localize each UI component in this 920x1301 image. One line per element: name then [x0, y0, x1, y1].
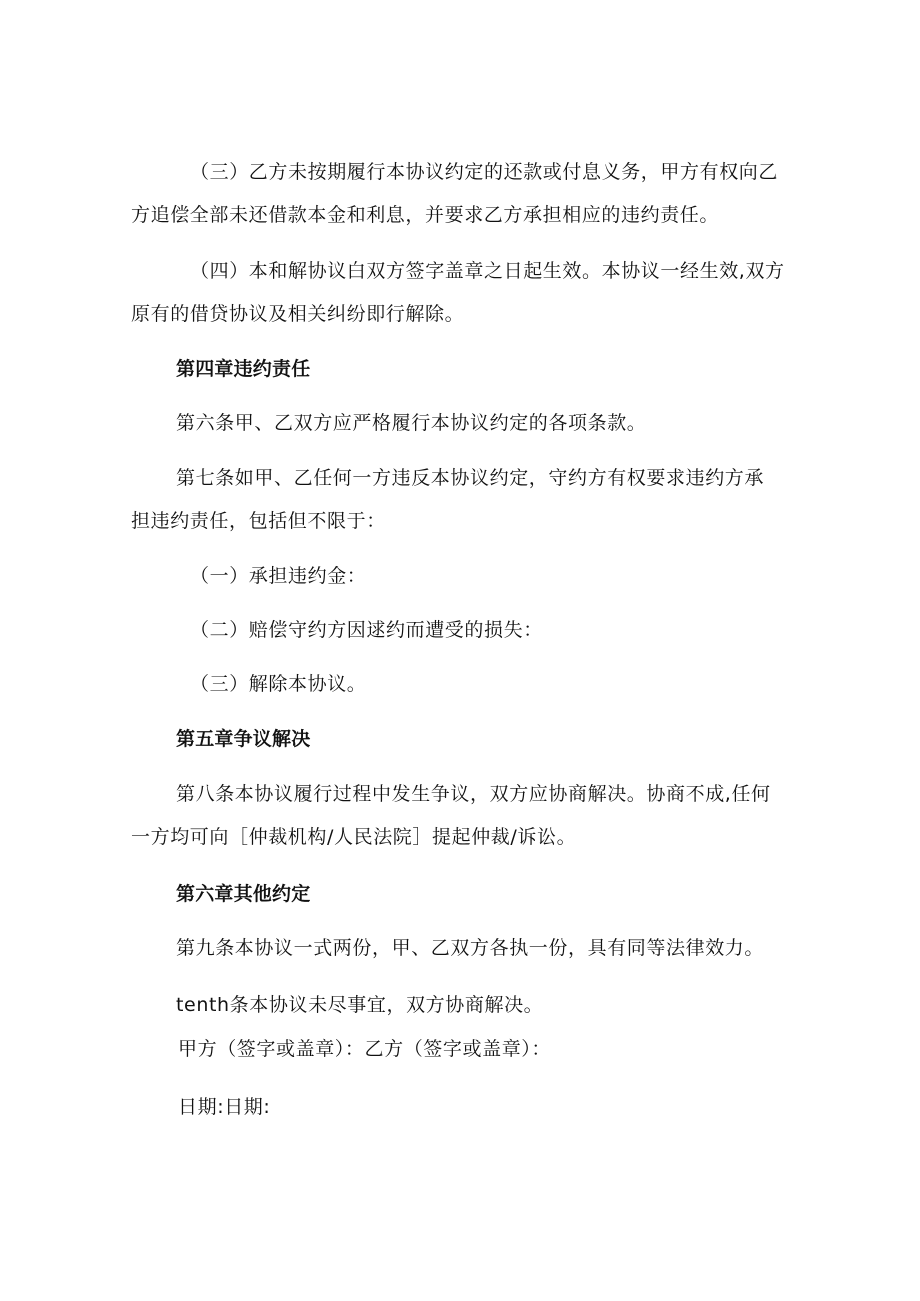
clause-3-line-1: （三）乙方未按期履行本协议约定的还款或付息义务，甲方有权向乙 — [190, 161, 779, 183]
article-7-item-3: （三）解除本协议。 — [190, 673, 367, 695]
date-line: 日期:日期: — [178, 1096, 271, 1118]
article-10: tenth条本协议未尽事宜，双方协商解决。 — [176, 994, 544, 1016]
article-7-item-1: （一）承担违约金： — [190, 565, 367, 587]
clause-3-line-2: 方追偿全部未还借款本金和利息，并要求乙方承担相应的违约责任。 — [131, 204, 720, 226]
signature-line: 甲方（签字或盖章）：乙方（签字或盖章）： — [178, 1038, 552, 1060]
article-7-line-1: 第七条如甲、乙任何一方违反本协议约定，守约方有权要求违约方承 — [176, 467, 765, 489]
clause-4-line-2: 原有的借贷协议及相关纠纷即行解除。 — [131, 303, 465, 325]
article-8-line-2: 一方均可向［仲裁机构/人民法院］提起仲裁/诉讼。 — [131, 826, 577, 848]
clause-4-line-1: （四）本和解协议白双方签字盖章之日起生效。本协议一经生效,双方 — [190, 260, 785, 282]
article-6: 第六条甲、乙双方应严格履行本协议约定的各项条款。 — [176, 412, 647, 434]
article-7-item-2: （二）赔偿守约方因逑约而遭受的损失： — [190, 619, 543, 641]
chapter-5-title: 第五章争议解决 — [176, 728, 311, 750]
chapter-4-title: 第四章违约责任 — [176, 358, 311, 380]
article-8-line-1: 第八条本协议履行过程中发生争议，双方应协商解决。协商不成,任何 — [176, 783, 771, 805]
article-9: 第九条本协议一式两份，甲、乙双方各执一份，具有同等法律效力。 — [176, 937, 765, 959]
chapter-6-title: 第六章其他约定 — [176, 883, 311, 905]
article-7-line-2: 担违约责任，包括但不限于： — [131, 510, 386, 532]
